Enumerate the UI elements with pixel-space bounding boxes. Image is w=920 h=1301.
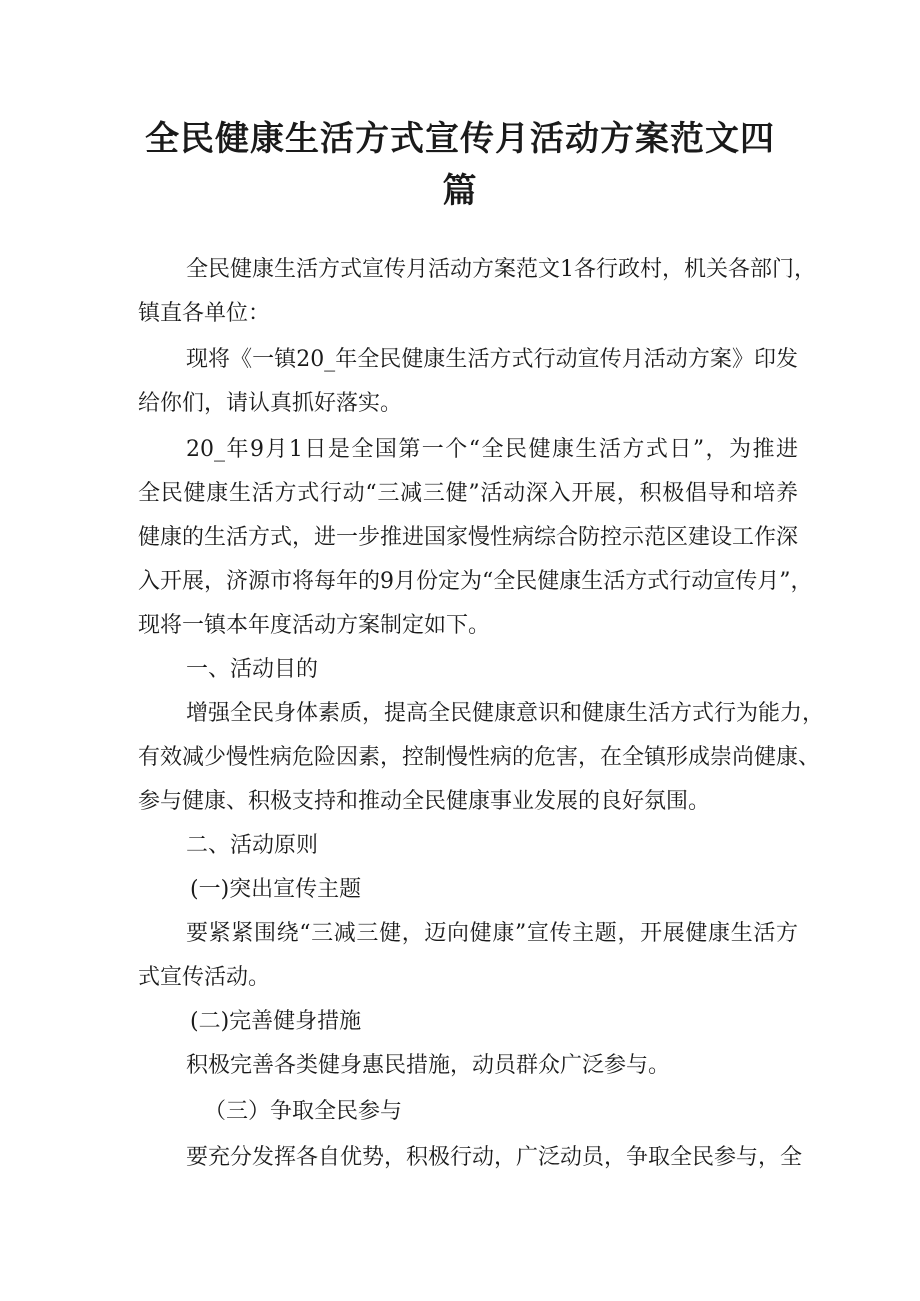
document-title-line-1: 全民健康生活方式宣传月活动方案范文四: [145, 119, 775, 159]
paragraph-line: 式宣传活动。: [138, 965, 271, 990]
paragraph-line: 全民健康生活方式行动“三减三健”活动深入开展，积极倡导和培养: [138, 481, 798, 506]
paragraph-line: 积极完善各类健身惠民措施，动员群众广泛参与。: [186, 1053, 671, 1078]
section-heading: 一、活动目的: [186, 657, 319, 682]
paragraph-line: 全民健康生活方式宣传月活动方案范文1各行政村，机关各部门，: [186, 257, 816, 282]
paragraph-line: 现将《一镇20_年全民健康生活方式行动宣传月活动方案》印发: [186, 347, 798, 372]
paragraph-line: 现将一镇本年度活动方案制定如下。: [138, 613, 491, 638]
paragraph-line: 入开展，济源市将每年的9月份定为“全民健康生活方式行动宣传月”，: [138, 569, 813, 594]
paragraph-line: 要紧紧围绕“三减三健，迈向健康”宣传主题，开展健康生活方: [186, 921, 798, 946]
paragraph-line: 有效减少慢性病危险因素，控制慢性病的危害，在全镇形成崇尚健康、: [138, 745, 821, 770]
paragraph-line: 健康的生活方式，进一步推进国家慢性病综合防控示范区建设工作深: [138, 525, 799, 550]
paragraph-line: 20_年9月1日是全国第一个“全民健康生活方式日”，为推进: [186, 437, 798, 462]
paragraph-line: 要充分发挥各自优势，积极行动，广泛动员，争取全民参与，全: [186, 1145, 803, 1170]
subsection-heading: （三）争取全民参与: [204, 1099, 403, 1124]
document-title-line-2: 篇: [442, 171, 478, 211]
paragraph-line: 增强全民身体素质，提高全民健康意识和健康生活方式行为能力，: [186, 701, 825, 726]
subsection-heading: (一)突出宣传主题: [190, 877, 362, 902]
paragraph-line: 参与健康、积极支持和推动全民健康事业发展的良好氛围。: [138, 789, 711, 814]
section-heading: 二、活动原则: [186, 833, 319, 858]
paragraph-line: 镇直各单位：: [138, 301, 271, 326]
paragraph-line: 给你们，请认真抓好落实。: [138, 391, 403, 416]
subsection-heading: (二)完善健身措施: [190, 1009, 362, 1034]
